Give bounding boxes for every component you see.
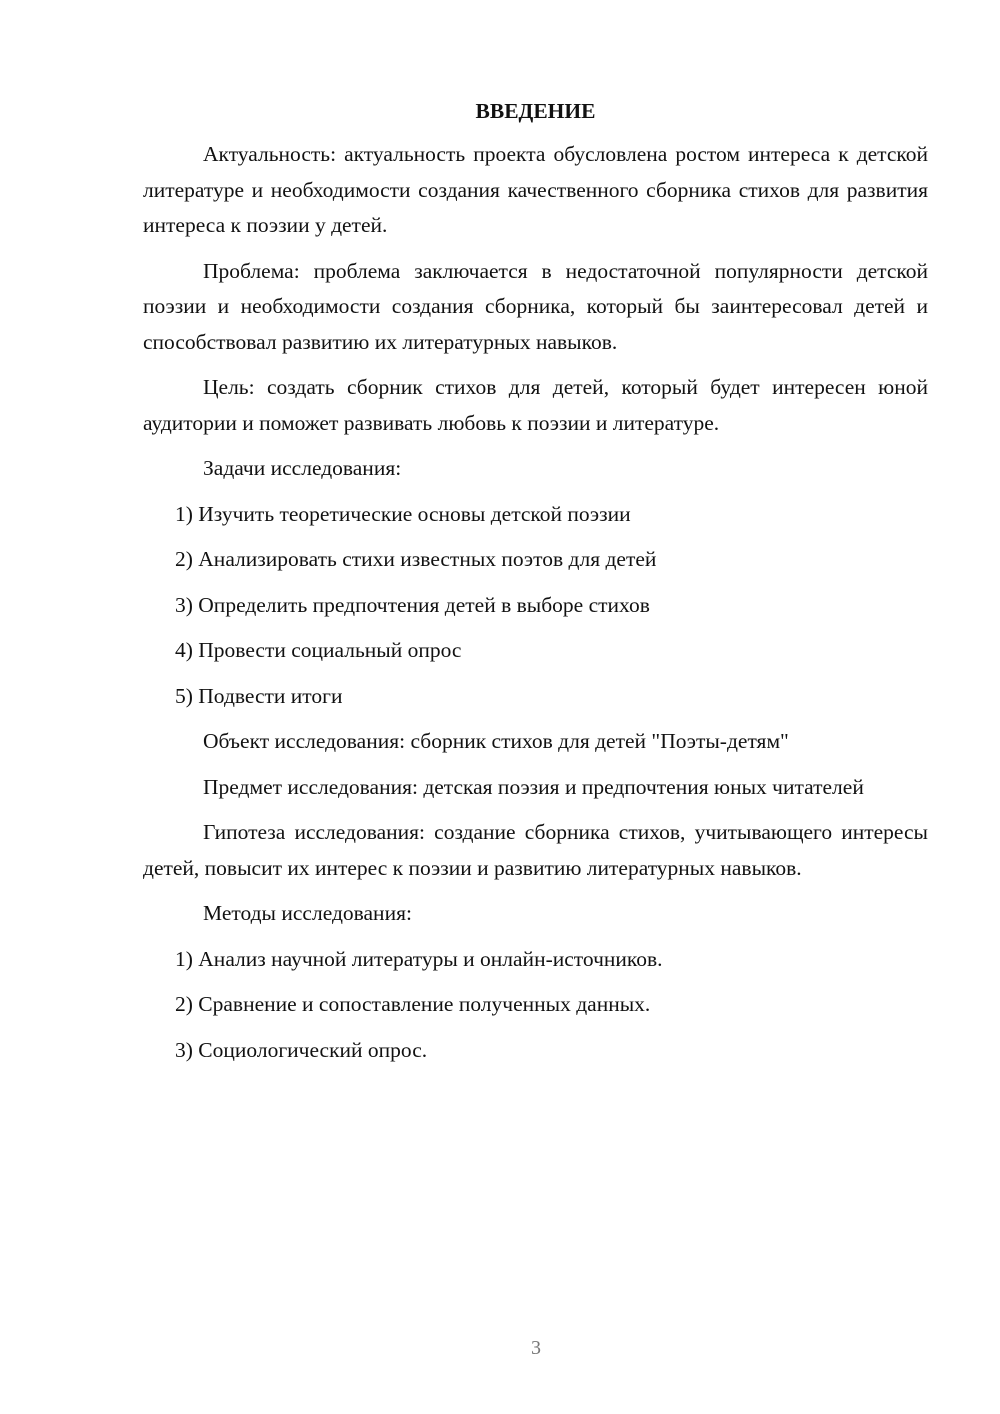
- task-item: 2) Анализировать стихи известных поэтов для детей: [175, 547, 657, 571]
- methods-heading: Методы исследования:: [203, 901, 412, 925]
- task-item: 3) Определить предпочтения детей в выборе стихов: [175, 592, 650, 617]
- method-item: 3) Социологический опрос.: [175, 1037, 428, 1062]
- method-item: 1) Анализ научной литературы и онлайн-источников.: [175, 946, 663, 971]
- section-title: ВВЕДЕНИЕ: [475, 99, 596, 123]
- problem-paragraph: Проблема: проблема заключается в недостаточной популярности детской поэзии и необходимости создания сборника, который бы заинтересовал детей и способствовал развитию их литературных навыков.: [143, 258, 928, 354]
- subject-paragraph: Предмет исследования: детская поэзия и предпочтения юных читателей: [203, 774, 864, 799]
- task-item: 1) Изучить теоретические основы детской поэзии: [175, 501, 631, 526]
- relevance-paragraph: Актуальность: актуальность проекта обусловлена ростом интереса к детской литературе и необходимости создания качественного сборника стихов для развития интереса к поэзии у детей.: [143, 142, 928, 237]
- task-item: 4) Провести социальный опрос: [175, 638, 462, 662]
- page-number: 3: [531, 1337, 541, 1359]
- page-content: [143, 94, 928, 1078]
- hypothesis-paragraph: Гипотеза исследования: создание сборника стихов, учитывающего интересы детей, повысит их интерес к поэзии и развитию литературных навыков.: [143, 820, 928, 880]
- tasks-heading: Задачи исследования:: [203, 456, 402, 480]
- object-paragraph: Объект исследования: сборник стихов для детей "Поэты-детям": [203, 729, 789, 753]
- task-item: 5) Подвести итоги: [175, 683, 343, 708]
- goal-paragraph: Цель: создать сборник стихов для детей, который будет интересен юной аудитории и поможет развивать любовь к поэзии и литературе.: [143, 375, 928, 435]
- method-item: 2) Сравнение и сопоставление полученных данных.: [175, 992, 651, 1016]
